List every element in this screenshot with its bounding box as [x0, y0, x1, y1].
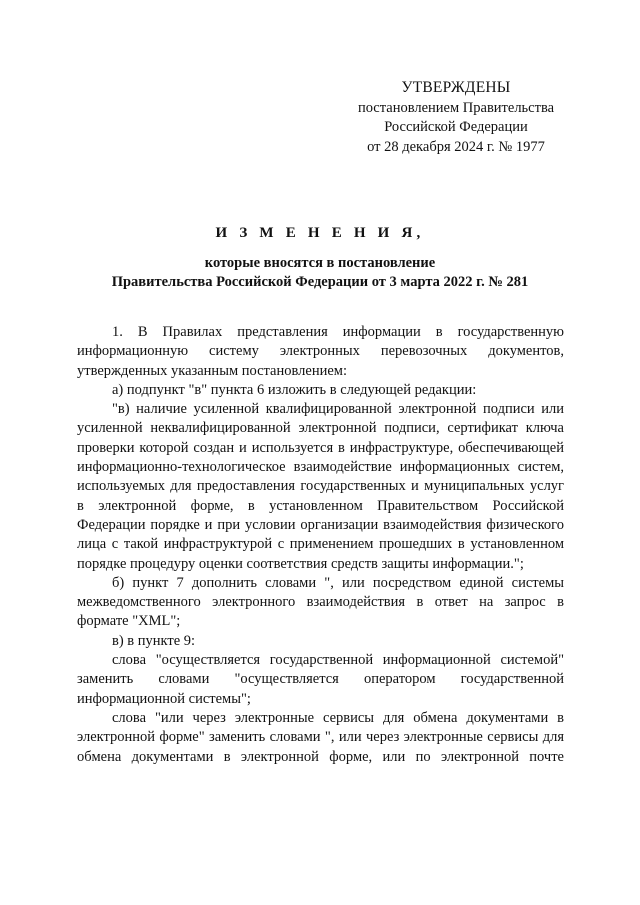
document-body — [77, 323, 564, 767]
paragraph-replace-2: слова "или через электронные сервисы для обмена документами в электронной форме" заменить словами ", или через электронные сервисы для обмена документами в электронной форме, или по электронной почте — [77, 709, 564, 765]
approval-line-2: Российской Федерации — [384, 119, 528, 135]
approval-block — [345, 78, 567, 157]
heading-subtitle-2: Правительства Российской Федерации от 3 марта 2022 г. № 281 — [111, 274, 529, 290]
paragraph-item-1: 1. В Правилах представления информации в государственную информационную систему электронных перевозочных документов, утвержденных указанным постановлением: — [77, 324, 564, 379]
approval-line-3: от 28 декабря 2024 г. № 1977 — [367, 138, 545, 155]
heading-title: И З М Е Н Е Н И Я, — [215, 225, 425, 241]
paragraph-subitem-v: в) в пункте 9: — [112, 632, 196, 649]
paragraph-subitem-b: б) пункт 7 дополнить словами ", или посредством единой системы межведомственного электронного взаимодействия в ответ на запрос в формате "XML"; — [77, 574, 564, 630]
document-heading — [60, 225, 580, 292]
paragraph-replace-1: слова "осуществляется государственной информационной системой" заменить словами "осуществляется оператором государственной информационной системы"; — [77, 652, 564, 707]
heading-subtitle-1: которые вносятся в постановление — [204, 255, 436, 271]
paragraph-quote-v: "в) наличие усиленной квалифицированной электронной подписи или усиленной неквалифицированной электронной подписи, сертификат ключа проверки которой создан и используется в инфраструктуре, обеспечивающей информационно-технологическое взаимодействие информационных систем, используемых для предоставления государственных и муниципальных услуг в электронной форме, в установленном Правительством Российской Федерации порядке и при условии организации взаимодействия физического лица с такой инфраструктурой с применением прошедших в установленном порядке процедуру оценки соответствия средств защиты информации."; — [77, 401, 564, 572]
paragraph-subitem-a: а) подпункт "в" пункта 6 изложить в следующей редакции: — [112, 381, 477, 398]
approval-title: УТВЕРЖДЕНЫ — [401, 79, 511, 96]
approval-line-1: постановлением Правительства — [357, 99, 555, 116]
